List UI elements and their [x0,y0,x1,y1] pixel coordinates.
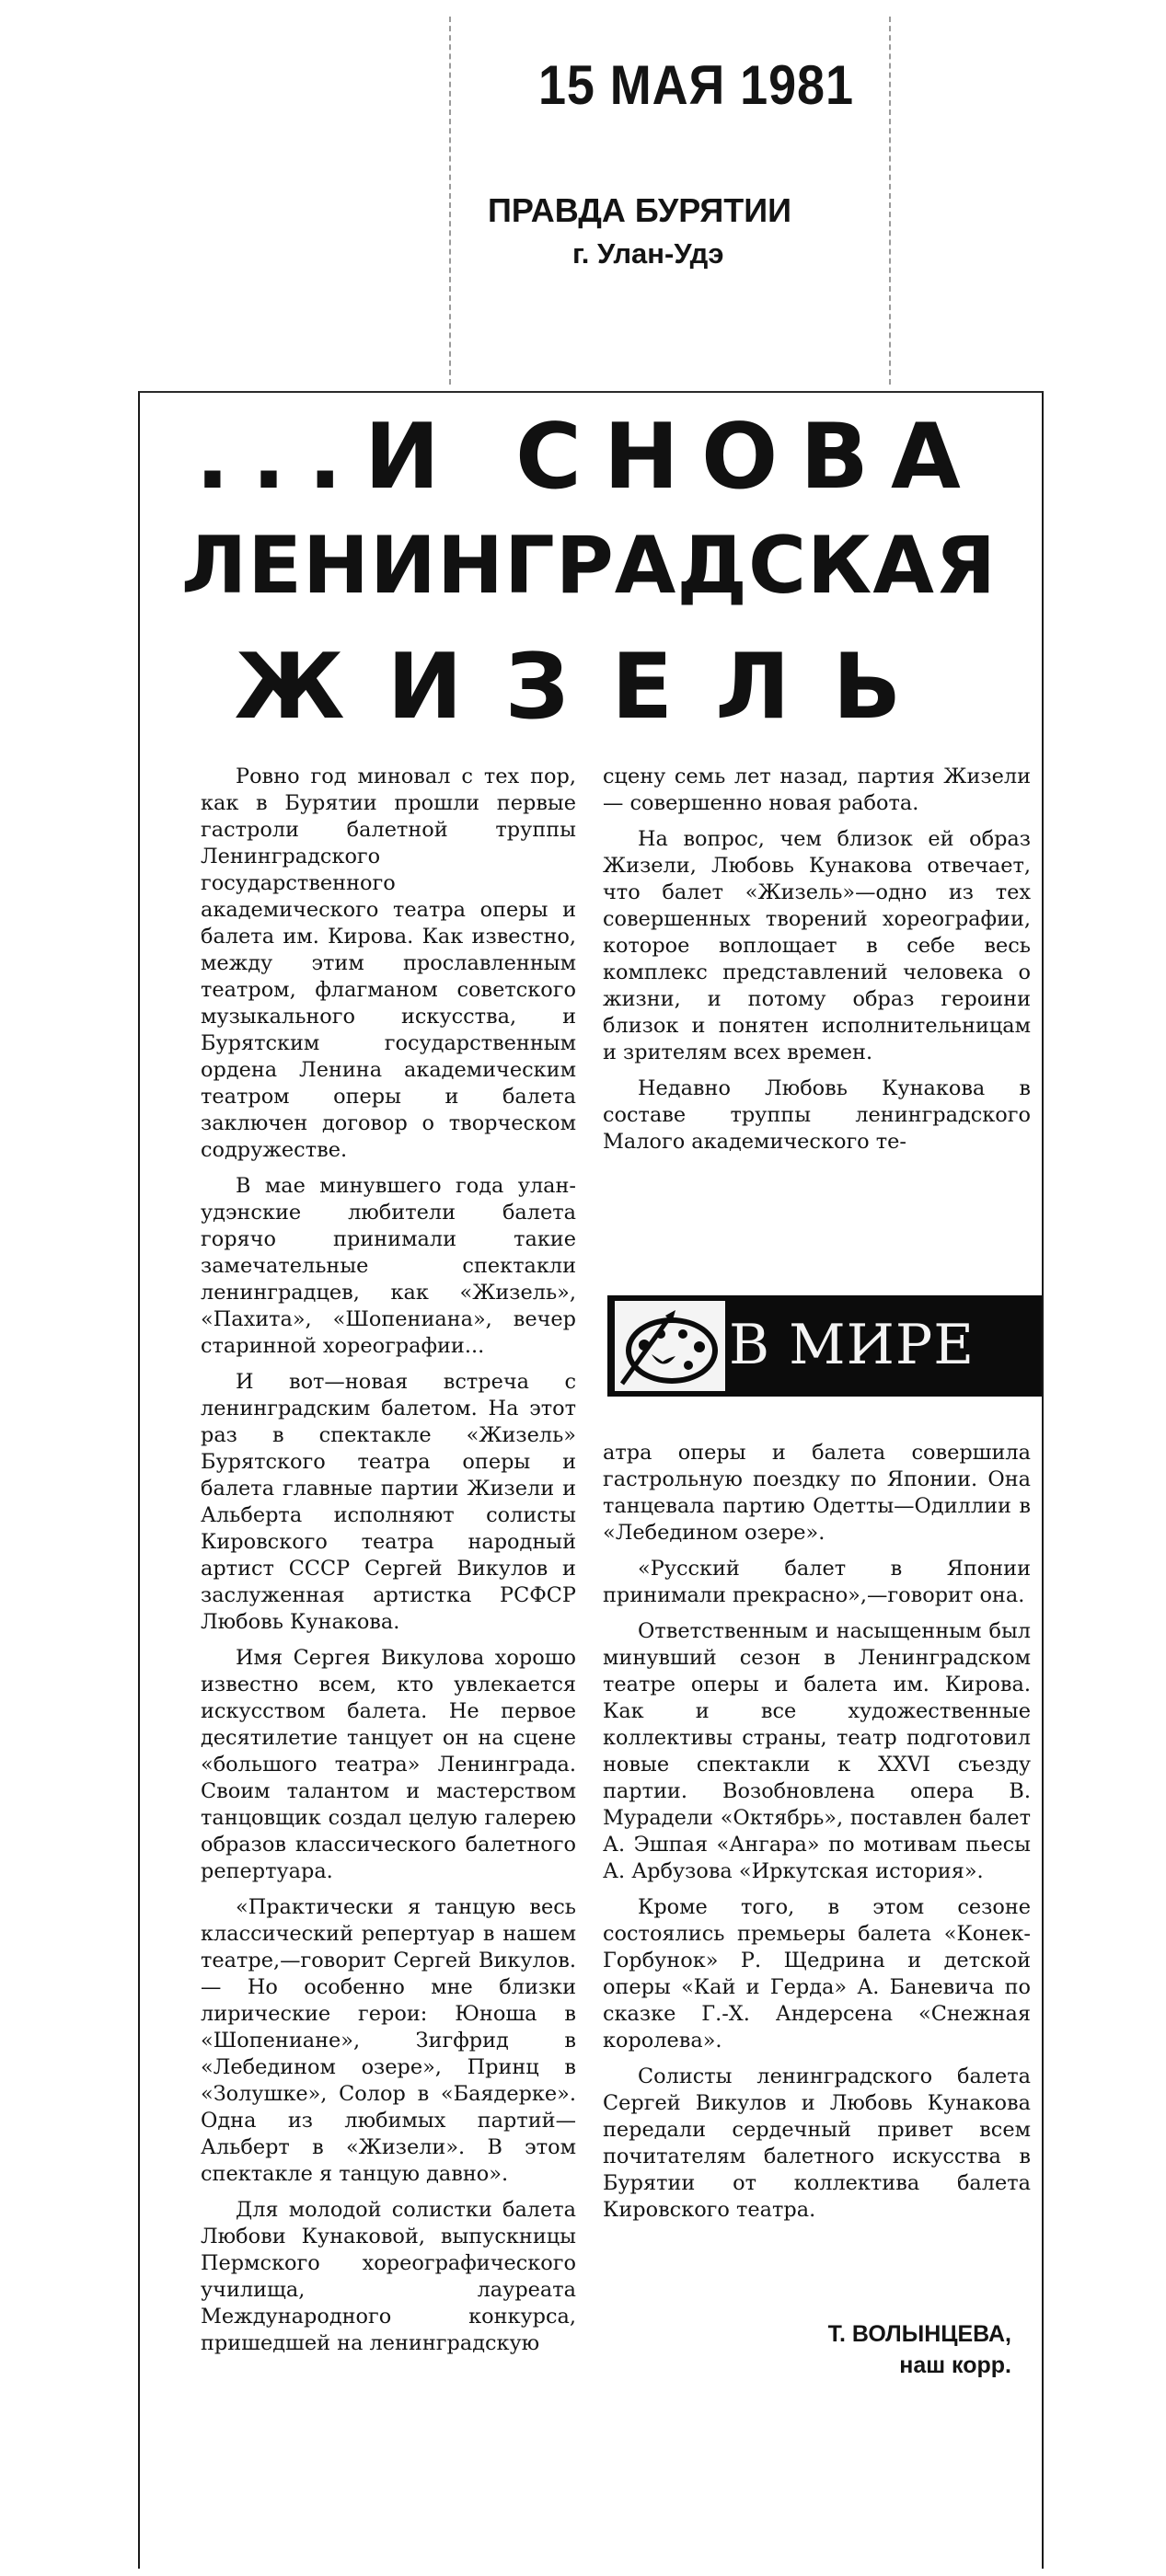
article-paragraph: Кроме того, в этом сезоне состоялись премьеры балета «Конек-Горбунок» Р. Щедрина и детской оперы «Кай и Герда» А. Баневича по сказке Г.-Х. Андерсена «Снежная королева». [603,1895,1031,2053]
article-paragraph: Солисты ленинградского балета Сергей Викулов и Любовь Кунакова передали сердечный привет всем почитателям балетного искусства в Бурятии от коллектива балета Кировского театра. [603,2064,1031,2222]
article-column-left [201,764,576,2366]
article-paragraph: В мае минувшего года улан-удэнские любители балета горячо принимали такие замечательные спектакли ленинградцев, как «Жизель», «Пахита», «Шопениана», вечер старинной хореографии... [201,1174,576,1358]
article-paragraph: На вопрос, чем близок ей образ Жизели, Любовь Кунакова отвечает, что балет «Жизель»—одно из тех совершенных творений хореографии, которое воплощает в себе весь комплекс представлений человека о жизни, и потому образ героини близок и понятен исполнительницам и зрителям всех времен. [603,827,1031,1064]
headline-line-2: ЛЕНИНГРАДСКАЯ [180,520,998,612]
theatre-masks-palette-icon [615,1301,725,1391]
article-paragraph: Имя Сергея Викулова хорошо известно всем, кто увлекается искусством балета. Не первое десятилетие танцует он на сцене «большого театра» Ленинграда. Своим талантом и мастерством танцовщик создал целую галерею образов классического балетного репертуара. [201,1646,576,1883]
publication-date: 15 МАЯ 1981 [538,54,854,116]
article-paragraph: «Практически я танцую весь классический репертуар в нашем театре,—говорит Сергей Викулов. — Но особенно мне близки лирические герои: Юноша в «Шопениане», Зигфрид в «Лебедином озере», Принц в «Золушке», Солор в «Баядерке». Одна из любимых партий—Альберт в «Жизели». В этом спектакле я танцую давно». [201,1895,576,2186]
article-paragraph: сцену семь лет назад, партия Жизели — совершенно новая работа. [603,765,1031,815]
author-role: наш корр. [899,2352,1011,2378]
rubric-banner [607,1295,1042,1397]
rubric-title: В МИРЕ [729,1313,976,1377]
article-paragraph: Недавно Любовь Кунакова в составе труппы ленинградского Малого академического те- [603,1076,1031,1154]
newspaper-city: г. Улан-Удэ [572,237,724,270]
author-name: Т. ВОЛЫНЦЕВА, [827,2321,1011,2347]
article-paragraph: атра оперы и балета совершила гастрольную поездку по Японии. Она танцевала партию Одетты—Одиллии в «Лебедином озере». [603,1441,1031,1545]
article-paragraph: Ответственным и насыщенным был минувший сезон в Ленинградском театре оперы и балета им. Кирова. Как и все художественные коллективы страны, театр подготовил новые спектакли к XXVI съезду партии. Возобновлена опера В. Мурадели «Октябрь», поставлен балет А. Эшпая «Ангара» по мотивам пьесы А. Арбузова «Иркутская история». [603,1619,1031,1883]
article-paragraph: «Русский балет в Японии принимали прекрасно»,—говорит она. [603,1557,1031,1607]
headline-line-3: ЖИЗЕЛЬ [234,635,944,740]
headline-line-1: ...И СНОВА [195,405,983,510]
article-column-right-top [603,764,1031,1165]
author-signature [828,2318,1011,2381]
article-column-right-bottom [603,1440,1031,2233]
article-paragraph: Ровно год миновал с тех пор, как в Бурятии прошли первые гастроли балетной труппы Ленинградского государственного академического театра оперы и балета им. Кирова. Как известно, между этим прославленным театром, флагманом советского музыкального искусства, и Бурятским государственным ордена Ленина академическим театром оперы и балета заключен договор о творческом содружестве. [201,765,576,1162]
newspaper-name: ПРАВДА БУРЯТИИ [488,191,791,229]
article-paragraph: И вот—новая встреча с ленинградским балетом. На этот раз в спектакле «Жизель» Бурятского театра оперы и балета главные партии Жизели и Альберта исполняют солисты Кировского театра народный артист СССР Сергей Викулов и заслуженная артистка РСФСР Любовь Кунакова. [201,1370,576,1634]
article-paragraph: Для молодой солистки балета Любови Кунаковой, выпускницы Пермского хореографического училища, лауреата Международного конкурса, пришедшей на ленинградскую [201,2198,576,2355]
